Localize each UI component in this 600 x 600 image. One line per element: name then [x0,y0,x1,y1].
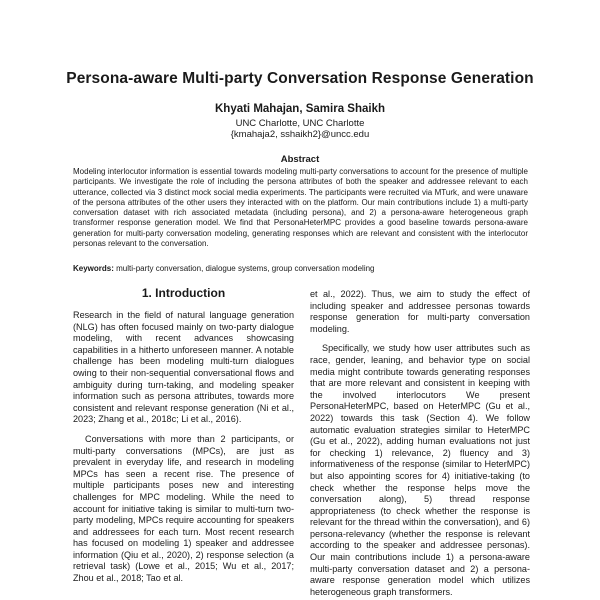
keywords-line [73,264,528,274]
abstract-heading: Abstract [280,154,320,165]
left-column [73,286,294,600]
paper-title: Persona-aware Multi-party Conversation Response Generation [66,70,534,87]
keywords-text: multi-party conversation, dialogue systems, group conversation modeling [116,264,375,273]
right-paragraph-2: Specifically, we study how user attributes such as race, gender, leaning, and behavior type on social media might contribute towards generating responses that are more relevant and consistent in keeping with the involved interlocutors We present PersonaHeterMPC, based on HeterMPC (Gu et al., 2022) towards this task (Section 4). We follow automatic evaluation strategies similar to HeterMPC (Gu et al., 2022), adding human evaluations not just for checking 1) relevance, 2) fluency and 3) informativeness of the response (similar to HeterMPC) but also appointing scores for 4) initiative-taking (to check whether the response helps move the conversation along), 5) thread response appropriateness (to check whether the response is relevant for the thread within the conversation), and 6) persona-relevancy (whether the response is relevant according to the speaker and addressee personas). Our main contributions include 1) a persona-aware multi-party conversation dataset and 2) a persona-aware response generation model which utilizes heterogeneous graph transformers. [310,343,530,597]
right-paragraph-1: et al., 2022). Thus, we aim to study the effect of including speaker and addressee personas towards response generation for multi-party conversation modeling. [310,289,530,334]
section-heading-introduction: 1. Introduction [141,286,226,300]
author-names: Khyati Mahajan, Samira Shaikh [214,103,385,115]
author-email: {kmahaja2, sshaikh2}@uncc.edu [230,129,370,140]
abstract-text: Modeling interlocutor information is essential towards modeling multi-party conversations to account for the presence of multiple participants. We investigate the role of including the persona attributes of both the speaker and addressee relevant to each utterance, collected via 3 distinct mock social media experiments. The participants were recruited via MTurk, and were unaware of the persona attributes of the other users they interacted with on the platform. Our main contributions include 1) a multi-party conversation dataset with rich associated metadata (including persona), and 2) a persona-aware heterogeneous graph transformer response generation model. We find that PersonaHeterMPC provides a good baseline towards persona-aware generation for multi-party conversation modeling, generating responses which are relevant and consistent with the interlocutor personas relevant to the conversation. [73,167,528,249]
intro-paragraph-1: Research in the field of natural language generation (NLG) has often focused mainly on two-party dialogue modeling, with recent advances showcasing capabilities in a hitherto unforeseen manner. A notable challenge has been modeling multi-turn dialogues owing to their non-sequential conversational flows and ambiguity during turn-taking, and modeling speaker information such as persona attributes, towards more consistent and relevant response generation (Ni et al., 2023; Zhang et al., 2018c; Li et al., 2016). [73,310,294,425]
right-column [310,289,530,600]
author-affiliation: UNC Charlotte, UNC Charlotte [235,118,365,129]
intro-paragraph-2: Conversations with more than 2 participants, or multi-party conversations (MPCs), are just as prevalent in everyday life, and research in modeling MPCs has seen a recent rise. The presence of multiple participants poses new and interesting challenges for MPC modeling. While the need to account for initiative taking is similar to multi-turn two-party modeling, MPCs require accounting for speakers and addressees for each turn. Most recent research has focused on modeling 1) speaker and addressee information (Qiu et al., 2020), 2) response selection (a retrieval task) (Lowe et al., 2015; Wu et al., 2017; Zhou et al., 2018; Tao et al. [73,433,294,584]
keywords-label: Keywords: [73,264,114,273]
